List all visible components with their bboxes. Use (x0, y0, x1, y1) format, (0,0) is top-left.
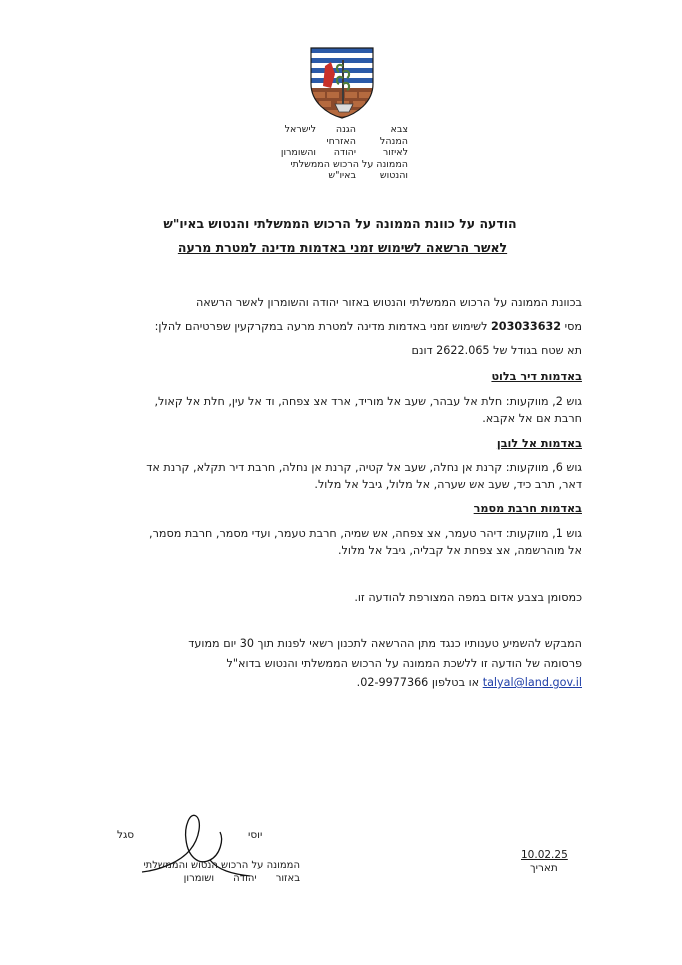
signer-last-name: סגל (117, 829, 135, 841)
area-size-line: תא שטח בגודל של 2622.065 דונם (411, 344, 582, 357)
section-deir-ballut-line-2: חרבת אם אל אקבא. (482, 412, 582, 425)
section-deir-ballut-line-1: גוש 2, מווקעות: חלת אל עבהר, שעב אל מוריד, ארד אצ צפחה, וד אל עין, חלת אל קאול, (154, 395, 582, 408)
intro-line-2-prefix: מסי (564, 320, 582, 333)
permit-number: 203033632 (491, 320, 562, 333)
section-title-al-lubban: באדמות אל לובן (496, 437, 582, 450)
section-khirbet-masmar-line-2: אל מוהרשמה, אצ צפחת אל קבליה, גיבל אל מלול. (337, 544, 582, 557)
contact-phone: או בטלפון 02-9977366. (356, 676, 480, 689)
objection-line-2: פרסומה של הודעה זו ללשכת הממונה על הרכוש הממשלתי והנטוש בדוא"ל (226, 657, 582, 670)
intro-line-1: בכוונת הממונה על הרכוש הממשלתי והנטוש באזור יהודה והשומרון לאשר הרשאה (195, 296, 582, 309)
header-column-left: לישראל והשומרון (280, 124, 316, 158)
document-date: 10.02.25 (521, 849, 568, 861)
objection-line-1: המבקש להשמיע טענותיו כנגד מתן ההרשאה לתכנון רשאי לפנות תוך 30 יום ממועד (188, 637, 582, 650)
header-column-middle: הגנה האזרחי יהודה באיו"ש (326, 124, 356, 181)
intro-line-2 (155, 320, 582, 333)
civil-administration-emblem-icon (309, 46, 375, 120)
section-title-khirbet-masmar: באדמות חרבת מסמר (473, 502, 582, 515)
header-column-right: צבא המנהל לאיזור הממונה על הרכוש הממשלתי והנטוש (290, 124, 408, 181)
map-note: כמסומן בצבע אדום במפה המצורפת להודעה זו. (354, 591, 582, 604)
signer-title: הממונה על הרכוש הנטוש והממשלתי באזור יהודה ושומרון (143, 860, 300, 884)
section-al-lubban-line-2: דאר, תרב כיד, שעב אש שערה, אל מלול, גיבל אל מלול. (314, 478, 582, 491)
contact-email-link[interactable]: talyal@land.gov.il (482, 676, 582, 689)
notice-subtitle-text: לאשר הרשאה לשימוש זמני באדמות מדינה למטרת מרעה (177, 240, 508, 255)
contact-line (357, 676, 582, 689)
signer-first-name: יוסי (248, 829, 263, 841)
unit-header (258, 124, 408, 184)
section-khirbet-masmar-line-1: גוש 1, מווקעות: דיהר טעמר, אצ צפחה, אש שמיה, חרבת טעמר, ועדי מסמר, חרבת מסמר, (149, 527, 582, 540)
section-title-deir-ballut: באדמות דיר בלוט (491, 370, 582, 383)
notice-subtitle (175, 240, 510, 255)
section-al-lubban-line-1: גוש 6, מווקעות: קרנת אן נחלה, שעב אל קטיה, קרנת אן נחלה, חרבת דיר תקלא, קרנת אד (146, 461, 582, 474)
date-label: תאריך (530, 862, 558, 874)
notice-title: הודעה על כוונת הממונה על הרכוש הממשלתי והנטוש באיו"ש (163, 216, 517, 231)
intro-line-2-suffix: לשימוש זמני באדמות מדינה למטרת מרעה במקרקעין שפרטיהם להלן: (154, 320, 488, 333)
